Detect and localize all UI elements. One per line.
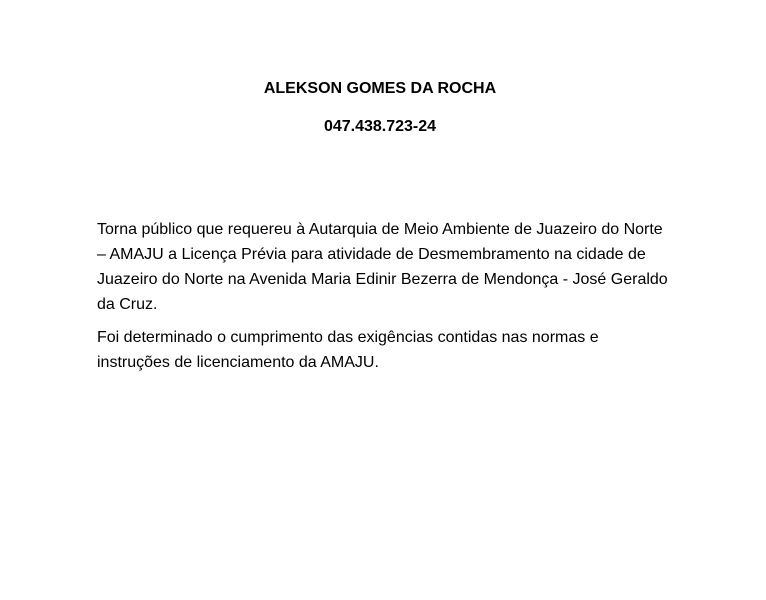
applicant-cpf: 047.438.723-24 bbox=[323, 118, 437, 135]
notice-paragraph-license: Torna público que requereu à Autarquia de Meio Ambiente de Juazeiro do Norte – AMAJU a Licença Prévia para atividade de Desmembramento na cidade de Juazeiro do Norte na Avenida Maria Edinir Bezerra de Mendonça - José Geraldo da Cruz. bbox=[97, 221, 668, 313]
notice-body bbox=[97, 217, 672, 383]
applicant-name: ALEKSON GOMES DA ROCHA bbox=[263, 80, 497, 97]
notice-paragraph-requirements: Foi determinado o cumprimento das exigências contidas nas normas e instruções de licenciamento da AMAJU. bbox=[97, 329, 599, 371]
